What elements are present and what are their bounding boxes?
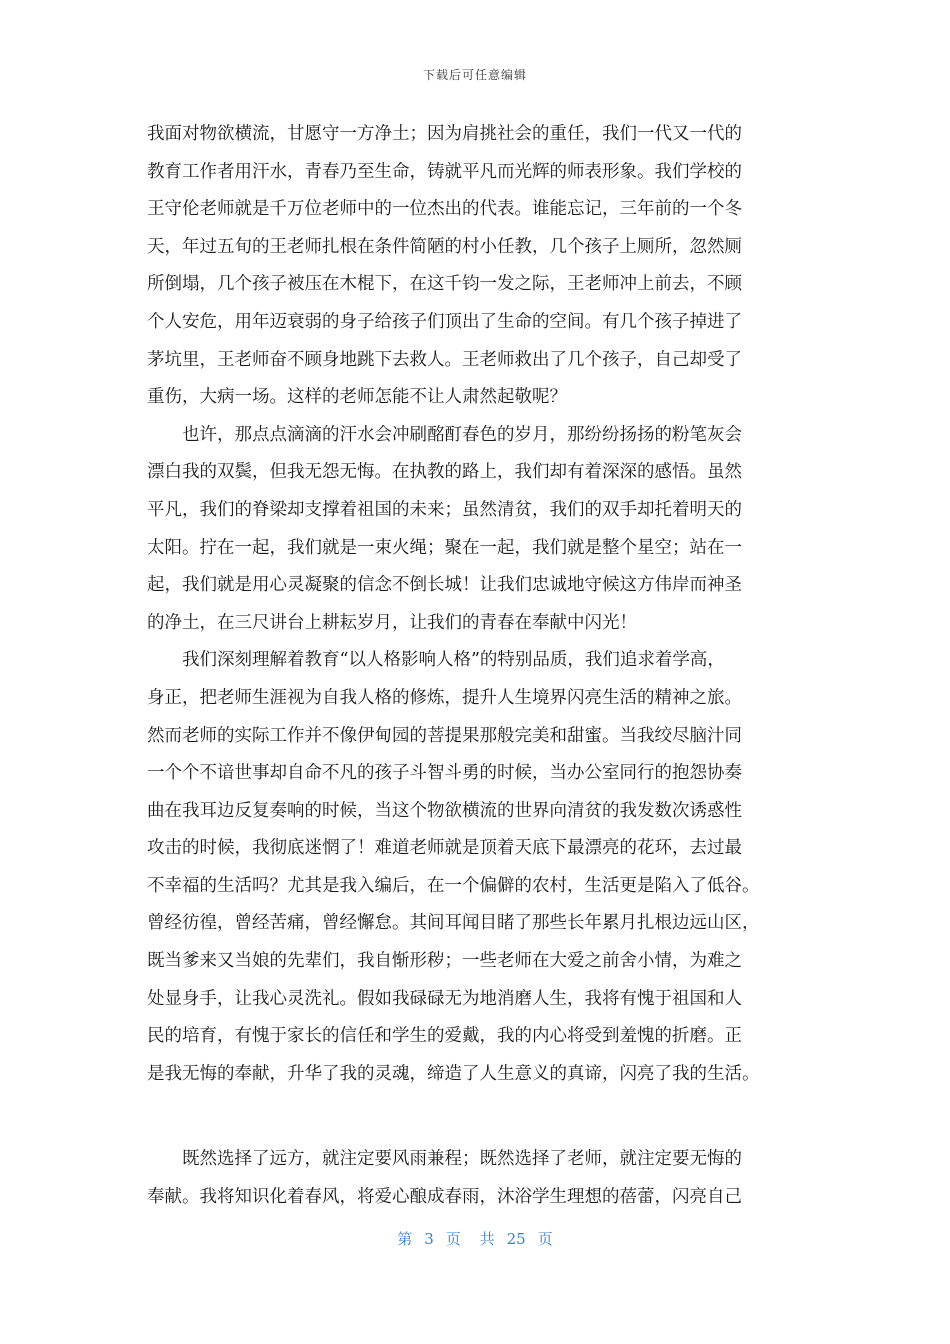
page-label-suffix: 页 bbox=[537, 1230, 553, 1248]
text-line: 民的培育，有愧于家长的信任和学生的爱戴，我的内心将受到羞愧的折磨。正 bbox=[147, 1026, 742, 1047]
page-label-mid: 页 共 bbox=[445, 1230, 495, 1248]
text-line: 然而老师的实际工作并不像伊甸园的菩提果那般完美和甜蜜。当我绞尽脑汁同 bbox=[147, 725, 742, 746]
page-header: 下载后可任意编辑 bbox=[422, 68, 527, 82]
text-block-closing bbox=[147, 1141, 809, 1216]
text-line: 曲在我耳边反复奏响的时候，当这个物欲横流的世界向清贫的我发数次诱惑性 bbox=[147, 800, 742, 821]
text-block-main bbox=[147, 116, 809, 1093]
text-line: 太阳。拧在一起，我们就是一束火绳；聚在一起，我们就是整个星空；站在一 bbox=[147, 537, 742, 558]
paragraph-spacer bbox=[147, 1093, 809, 1141]
text-line: 重伤，大病一场。这样的老师怎能不让人肃然起敬呢？ bbox=[147, 387, 567, 408]
total-pages-number: 25 bbox=[506, 1230, 526, 1248]
current-page-number: 3 bbox=[424, 1230, 434, 1248]
text-line: 起，我们就是用心灵凝聚的信念不倒长城！让我们忠诚地守候这方伟岸而神圣 bbox=[147, 575, 742, 596]
text-line: 既当爹来又当娘的先辈们，我自惭形秽；一些老师在大爱之前舍小情，为难之 bbox=[147, 951, 742, 972]
document-body bbox=[147, 116, 809, 1217]
text-line: 茅坑里，王老师奋不顾身地跳下去救人。王老师救出了几个孩子，自己却受了 bbox=[147, 349, 742, 370]
text-line: 曾经彷徨，曾经苦痛，曾经懈怠。其间耳闻目睹了那些长年累月扎根边远山区， bbox=[147, 913, 760, 934]
text-line: 奉献。我将知识化着春风，将爱心酿成春雨，沐浴学生理想的蓓蕾，闪亮自己 bbox=[147, 1187, 742, 1208]
text-line: 我们深刻理解着教育“以人格影响人格”的特别品质，我们追求着学高， bbox=[147, 650, 725, 671]
text-line: 教育工作者用汗水，青春乃至生命，铸就平凡而光辉的师表形象。我们学校的 bbox=[147, 161, 742, 182]
text-line: 天，年过五旬的王老师扎根在条件简陋的村小任教，几个孩子上厕所，忽然厕 bbox=[147, 236, 742, 257]
text-line: 是我无悔的奉献，升华了我的灵魂，缔造了人生意义的真谛，闪亮了我的生活。 bbox=[147, 1063, 760, 1084]
page-footer bbox=[0, 1228, 950, 1249]
text-line: 一个个不谙世事却自命不凡的孩子斗智斗勇的时候，当办公室同行的抱怨协奏 bbox=[147, 763, 742, 784]
text-line: 所倒塌，几个孩子被压在木棍下，在这千钧一发之际，王老师冲上前去，不顾 bbox=[147, 274, 742, 295]
text-line: 不幸福的生活吗？尤其是我入编后，在一个偏僻的农村，生活更是陷入了低谷。 bbox=[147, 875, 760, 896]
text-line: 平凡，我们的脊梁却支撑着祖国的未来；虽然清贫，我们的双手却托着明天的 bbox=[147, 499, 742, 520]
text-line: 身正，把老师生涯视为自我人格的修炼，提升人生境界闪亮生活的精神之旅。 bbox=[147, 687, 742, 708]
text-line: 也许，那点点滴滴的汗水会冲刷酩酊春色的岁月，那纷纷扬扬的粉笔灰会 bbox=[147, 424, 742, 445]
text-line: 王守伦老师就是千万位老师中的一位杰出的代表。谁能忘记，三年前的一个冬 bbox=[147, 199, 742, 220]
text-line: 的净土，在三尺讲台上耕耘岁月，让我们的青春在奉献中闪光！ bbox=[147, 612, 637, 633]
text-line: 我面对物欲横流，甘愿守一方净土；因为肩挑社会的重任，我们一代又一代的 bbox=[147, 124, 742, 144]
text-line: 处显身手，让我心灵洗礼。假如我碌碌无为地消磨人生，我将有愧于祖国和人 bbox=[147, 988, 742, 1009]
text-line: 既然选择了远方，就注定要风雨兼程；既然选择了老师，就注定要无悔的 bbox=[147, 1149, 742, 1170]
text-line: 漂白我的双鬓，但我无怨无悔。在执教的路上，我们却有着深深的感悟。虽然 bbox=[147, 462, 742, 483]
text-line: 攻击的时候，我彻底迷惘了！难道老师就是顶着天底下最漂亮的花环，去过最 bbox=[147, 838, 742, 859]
text-line: 个人安危，用年迈衰弱的身子给孩子们顶出了生命的空间。有几个孩子掉进了 bbox=[147, 311, 742, 332]
page-label-prefix: 第 bbox=[397, 1230, 413, 1248]
